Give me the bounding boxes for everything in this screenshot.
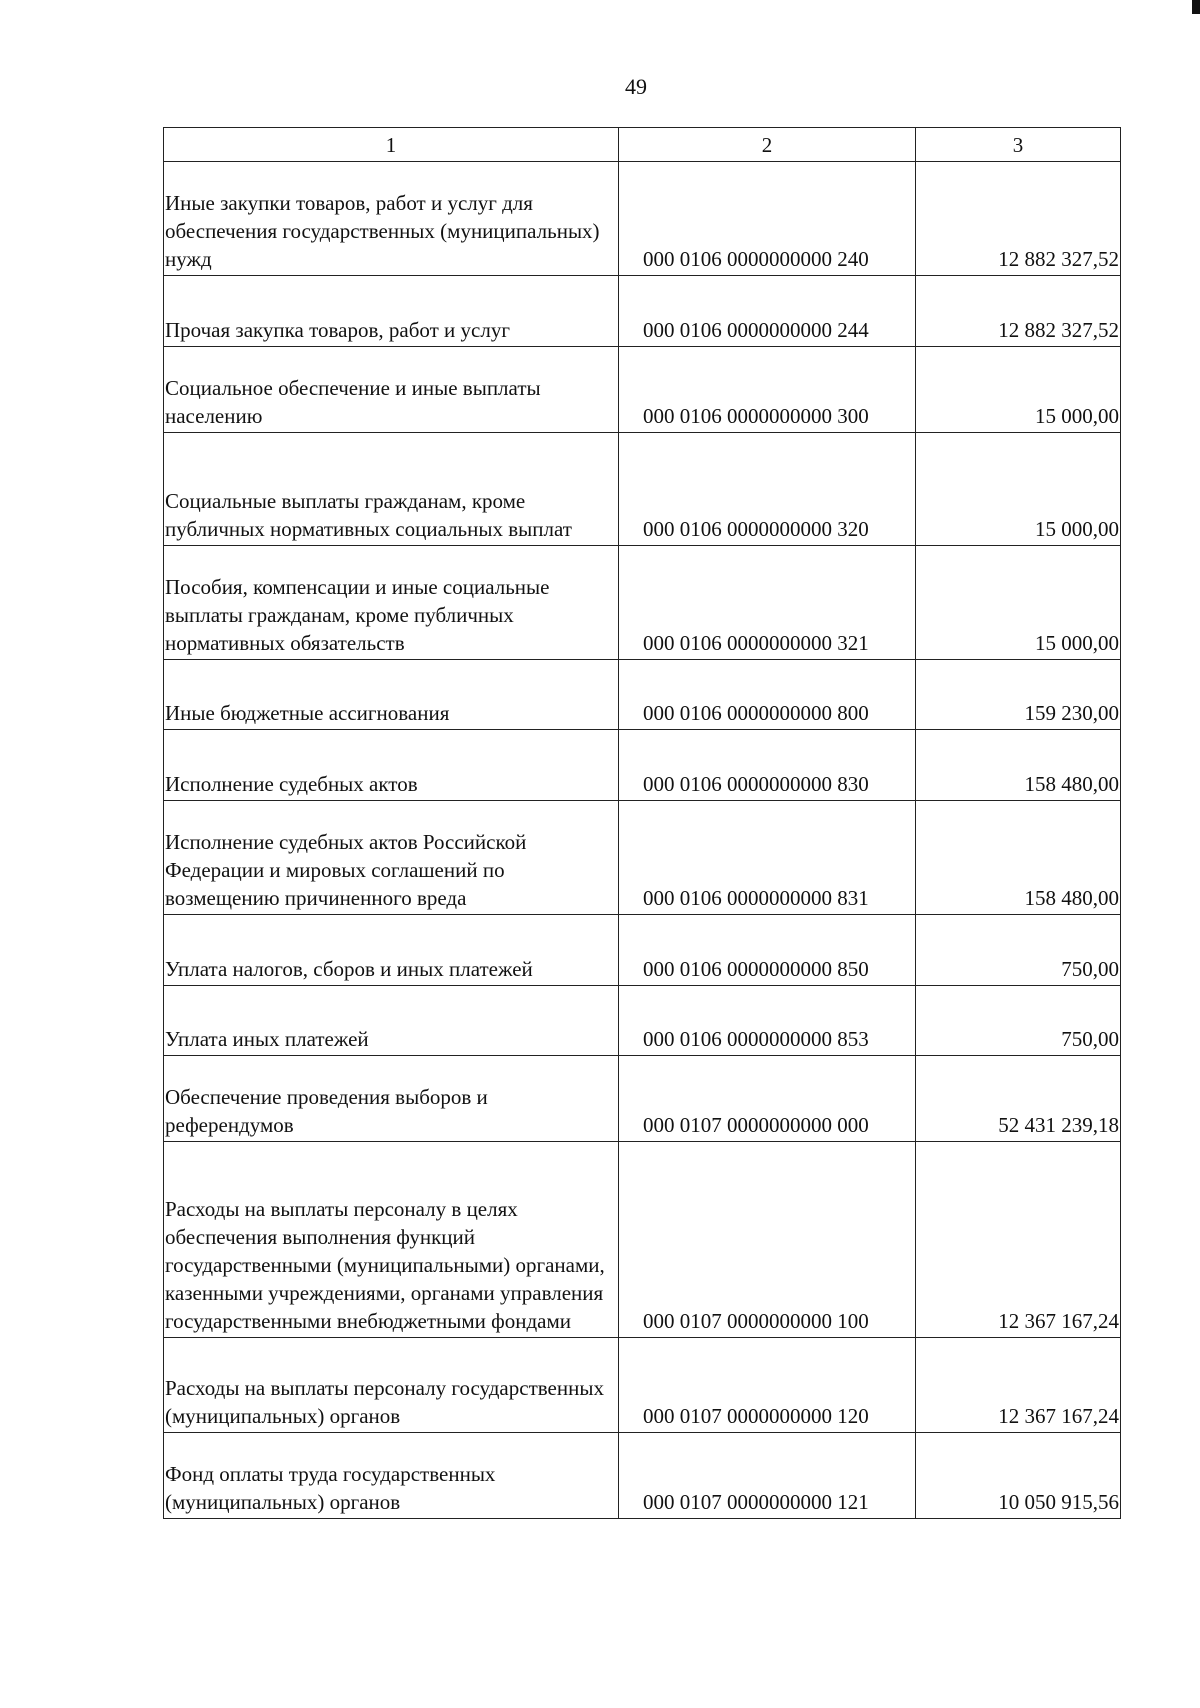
row-amount: 158 480,00: [916, 801, 1121, 915]
column-header-2: 2: [619, 128, 916, 162]
table-row: [164, 347, 1121, 433]
row-name: Уплата налогов, сборов и иных платежей: [164, 915, 619, 986]
table-row: [164, 162, 1121, 276]
row-amount: 12 882 327,52: [916, 162, 1121, 276]
table-row: [164, 660, 1121, 730]
row-amount: 15 000,00: [916, 433, 1121, 546]
row-amount: 158 480,00: [916, 730, 1121, 801]
row-code: 000 0107 0000000000 000: [619, 1056, 916, 1142]
table-row: [164, 433, 1121, 546]
column-header-1: 1: [164, 128, 619, 162]
row-amount: 12 367 167,24: [916, 1338, 1121, 1433]
row-name: Пособия, компенсации и иные социальные выплаты гражданам, кроме публичных нормативных обязательств: [164, 546, 619, 660]
row-name: Иные закупки товаров, работ и услуг для обеспечения государственных (муниципальных) нужд: [164, 162, 619, 276]
row-name: Исполнение судебных актов Российской Федерации и мировых соглашений по возмещению причиненного вреда: [164, 801, 619, 915]
table-row: [164, 1142, 1121, 1338]
row-amount: 750,00: [916, 986, 1121, 1056]
table-row: [164, 986, 1121, 1056]
row-amount: 750,00: [916, 915, 1121, 986]
table-header-row: [164, 128, 1121, 162]
row-name: Уплата иных платежей: [164, 986, 619, 1056]
row-amount: 10 050 915,56: [916, 1433, 1121, 1519]
table-row: [164, 915, 1121, 986]
table-row: [164, 801, 1121, 915]
row-code: 000 0106 0000000000 240: [619, 162, 916, 276]
budget-table: [163, 127, 1121, 1519]
row-name: Прочая закупка товаров, работ и услуг: [164, 276, 619, 347]
row-code: 000 0106 0000000000 321: [619, 546, 916, 660]
row-code: 000 0106 0000000000 800: [619, 660, 916, 730]
table-row: [164, 1056, 1121, 1142]
row-amount: 52 431 239,18: [916, 1056, 1121, 1142]
scan-corner-mark: [1192, 0, 1200, 14]
row-code: 000 0106 0000000000 320: [619, 433, 916, 546]
row-amount: 159 230,00: [916, 660, 1121, 730]
row-code: 000 0107 0000000000 121: [619, 1433, 916, 1519]
table-row: [164, 1338, 1121, 1433]
table-row: [164, 546, 1121, 660]
row-amount: 12 882 327,52: [916, 276, 1121, 347]
row-code: 000 0106 0000000000 830: [619, 730, 916, 801]
row-amount: 12 367 167,24: [916, 1142, 1121, 1338]
row-amount: 15 000,00: [916, 347, 1121, 433]
table-row: [164, 730, 1121, 801]
row-name: Иные бюджетные ассигнования: [164, 660, 619, 730]
row-code: 000 0107 0000000000 120: [619, 1338, 916, 1433]
row-code: 000 0106 0000000000 850: [619, 915, 916, 986]
table-row: [164, 276, 1121, 347]
row-code: 000 0106 0000000000 831: [619, 801, 916, 915]
row-code: 000 0106 0000000000 244: [619, 276, 916, 347]
page-number: 49: [625, 74, 647, 99]
column-header-3: 3: [916, 128, 1121, 162]
row-code: 000 0106 0000000000 853: [619, 986, 916, 1056]
row-name: Исполнение судебных актов: [164, 730, 619, 801]
row-code: 000 0106 0000000000 300: [619, 347, 916, 433]
row-name: Обеспечение проведения выборов и референдумов: [164, 1056, 619, 1142]
row-code: 000 0107 0000000000 100: [619, 1142, 916, 1338]
row-name: Социальное обеспечение и иные выплаты населению: [164, 347, 619, 433]
row-name: Расходы на выплаты персоналу в целях обеспечения выполнения функций государственными (муниципальными) органами, казенными учреждениями, органами управления государственными внебюджетными фондами: [164, 1142, 619, 1338]
row-name: Фонд оплаты труда государственных (муниципальных) органов: [164, 1433, 619, 1519]
table-row: [164, 1433, 1121, 1519]
row-name: Социальные выплаты гражданам, кроме публичных нормативных социальных выплат: [164, 433, 619, 546]
row-name: Расходы на выплаты персоналу государственных (муниципальных) органов: [164, 1338, 619, 1433]
row-amount: 15 000,00: [916, 546, 1121, 660]
